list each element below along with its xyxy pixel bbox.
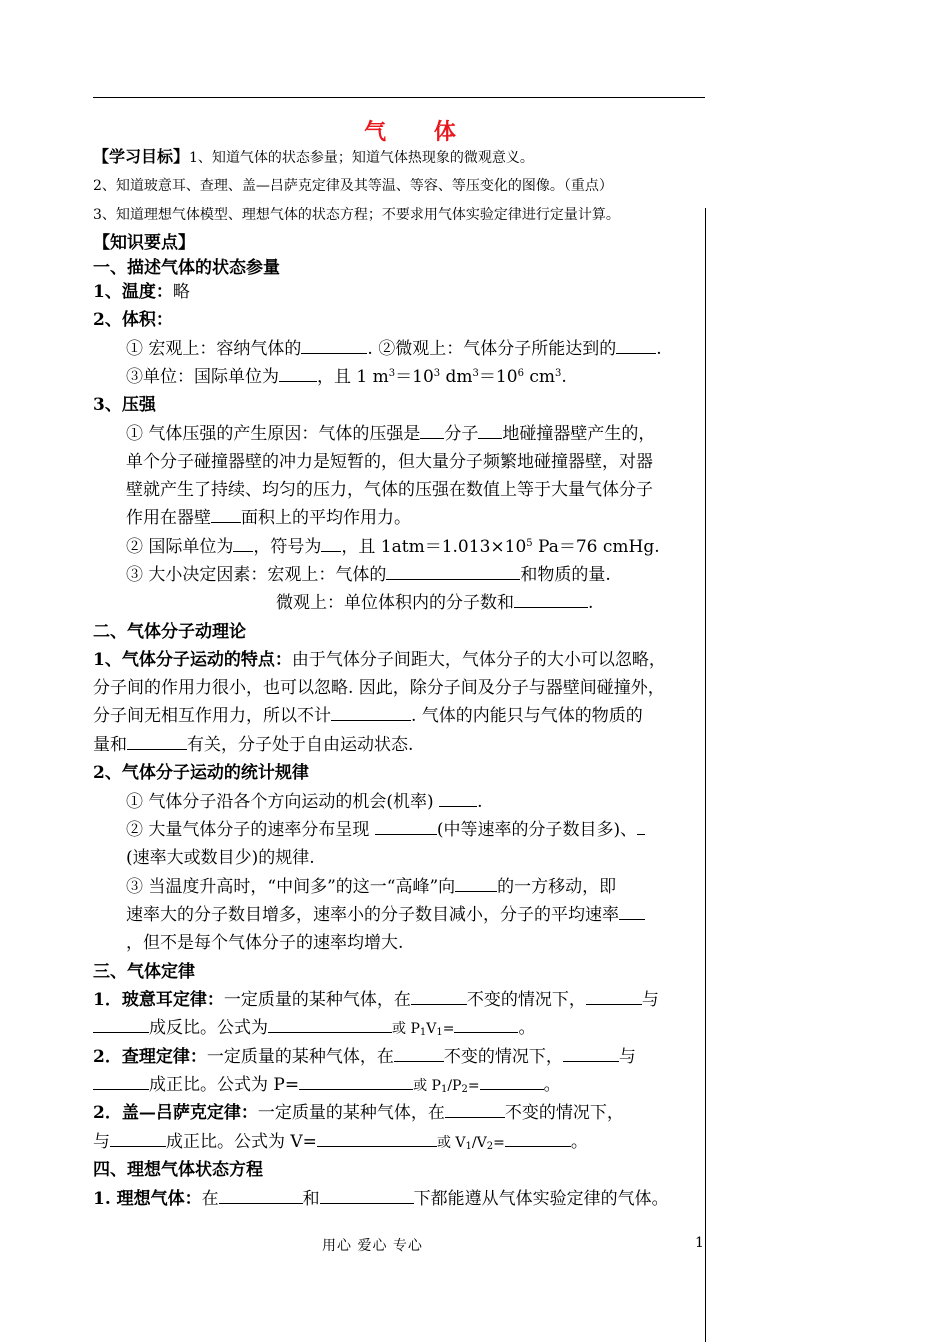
section-1-heading: 一、描述气体的状态参量 — [93, 258, 280, 278]
charles-line-2: 成正比。公式为 P= 或 $P_1/P_2=$ 。 — [93, 1073, 561, 1098]
header-rule — [93, 97, 705, 98]
margin-rule — [705, 208, 706, 1342]
page-title: 气 体 — [364, 119, 476, 145]
statistics-line-4: ③ 当温度升高时，“中间多”的这一“高峰”向 的一方移动，即 — [126, 877, 617, 897]
page-footer: 用心 爱心 专心 — [322, 1238, 423, 1254]
section-2-heading: 二、气体分子动理论 — [93, 622, 246, 642]
statistics-line-5: 速率大的分子数目增多，速率小的分子数目减小，分子的平均速率 — [126, 903, 645, 927]
pressure-line-2: 单个分子碰撞器壁的冲力是短暂的，但大量分子频繁地碰撞器壁，对器 — [126, 452, 653, 472]
objective-2: 2、知道玻意耳、查理、盖—吕萨克定律及其等温、等容、等压变化的图像。（重点） — [93, 178, 613, 194]
boyle-line-1: 1．玻意耳定律：一定质量的某种气体，在 不变的情况下， 与 — [93, 990, 659, 1010]
ideal-gas-line: 1. 理想气体：在 和 下都能遵从气体实验定律的气体。 — [93, 1189, 669, 1209]
statistics-line-1: ① 气体分子沿各个方向运动的机会(机率) . — [126, 792, 483, 812]
statistics-line-6: ，但不是每个气体分子的速率均增大. — [126, 933, 404, 953]
pressure-line-4: 作用在器壁 面积上的平均作用力。 — [126, 508, 411, 528]
pressure-line-3: 壁就产生了持续、均匀的压力，气体的压强在数值上等于大量气体分子 — [126, 480, 653, 500]
section-4-heading: 四、理想气体状态方程 — [93, 1160, 263, 1180]
pressure-line-1: ① 气体压强的产生原因：气体的压强是 分子 地碰撞器壁产生的， — [126, 424, 656, 444]
pressure-line-5: ② 国际单位为 ，符号为 ，且 $1atm=1.013\times 10^5$ Pa＝76 cmHg. — [126, 537, 660, 557]
statistics-line-3: (速率大或数目少)的规律. — [126, 848, 315, 868]
statistics-label: 2、气体分子运动的统计规律 — [93, 763, 309, 783]
objective-1: 【学习目标】1、知道气体的状态参量；知道气体热现象的微观意义。 — [93, 147, 534, 166]
boyle-line-2: 成反比。公式为 或 $P_1V_1=$ 。 — [93, 1016, 535, 1041]
temperature-line: 1、温度：略 — [93, 282, 190, 302]
kinetic-line-4: 量和 有关，分子处于自由运动状态. — [93, 735, 414, 755]
volume-line-1: ① 宏观上：容纳气体的 . ②微观上：气体分子所能达到的 . — [126, 339, 662, 359]
gay-lussac-line-2: 与 成正比。公式为 V= 或 $V_1/V_2=$ 。 — [93, 1132, 588, 1152]
pressure-line-7: 微观上：单位体积内的分子数和 . — [276, 593, 594, 613]
pressure-line-6: ③ 大小决定因素：宏观上：气体的 和物质的量. — [126, 565, 611, 585]
knowledge-label: 【知识要点】 — [93, 233, 195, 253]
section-3-heading: 三、气体定律 — [93, 962, 195, 982]
page-number: 1 — [695, 1235, 704, 1251]
kinetic-line-3: 分子间无相互作用力，所以不计 . 气体的内能只与气体的物质的 — [93, 706, 643, 726]
volume-label: 2、体积： — [93, 310, 173, 330]
volume-line-2: ③单位：国际单位为 ，且 1 $m^3=10^3$ $dm^3=10^6$ $cm^3$. — [126, 367, 567, 387]
kinetic-line-2: 分子间的作用力很小，也可以忽略. 因此，除分子间及分子与器壁间碰撞外， — [93, 678, 665, 698]
gay-lussac-line-1: 2．盖—吕萨克定律：一定质量的某种气体，在 不变的情况下， — [93, 1103, 624, 1123]
kinetic-line-1: 1、气体分子运动的特点：由于气体分子间距大，气体分子的大小可以忽略， — [93, 650, 666, 670]
charles-line-1: 2．查理定律：一定质量的某种气体，在 不变的情况下， 与 — [93, 1047, 636, 1067]
statistics-line-2: ② 大量气体分子的速率分布呈现 (中等速率的分子数目多)、 — [126, 818, 645, 842]
pressure-label: 3、压强 — [93, 395, 156, 415]
objective-3: 3、知道理想气体模型、理想气体的状态方程；不要求用气体实验定律进行定量计算。 — [93, 207, 620, 223]
objectives-label: 【学习目标】 — [93, 147, 190, 166]
